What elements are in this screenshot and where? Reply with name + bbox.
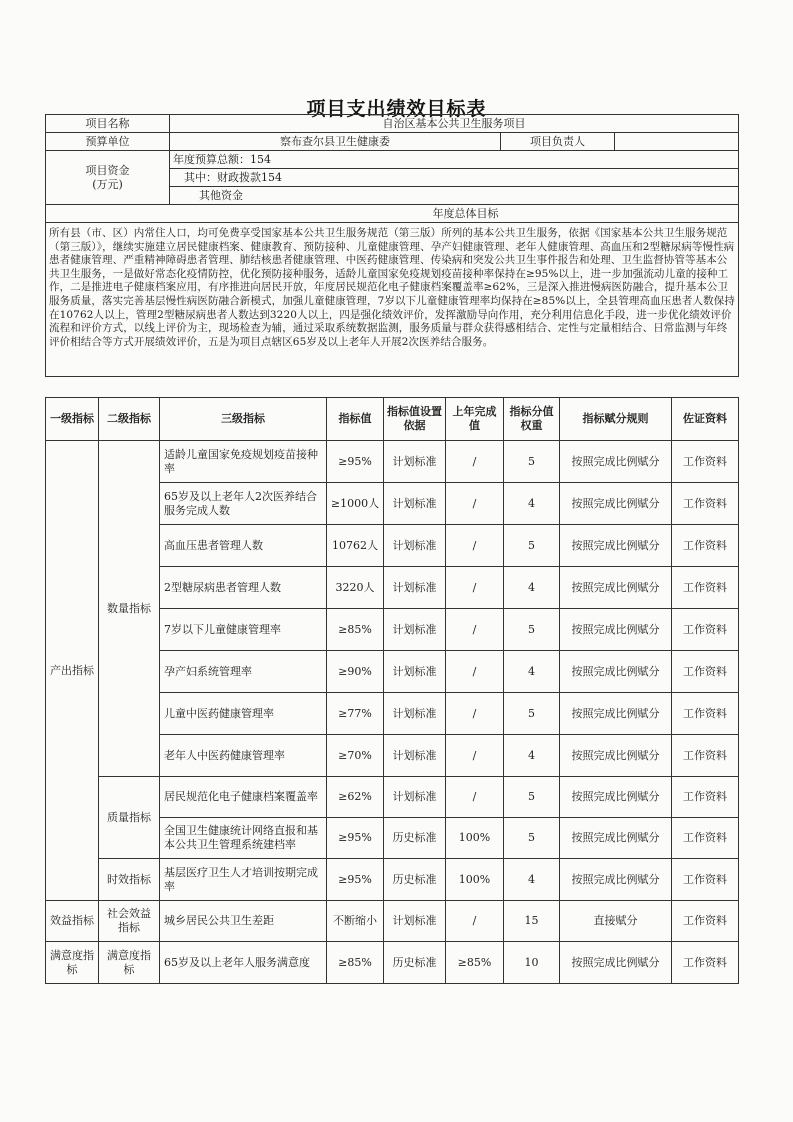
table-row bbox=[46, 441, 739, 483]
indicator-value: ≥70% bbox=[327, 735, 384, 777]
indicator-name: 老年人中医药健康管理率 bbox=[160, 735, 327, 777]
indicator-last-year: / bbox=[446, 483, 504, 525]
annual-budget-total: 年度预算总额：154 bbox=[170, 151, 739, 169]
indicator-last-year: 100% bbox=[446, 818, 504, 859]
project-name-label: 项目名称 bbox=[46, 115, 170, 133]
project-name-value: 自治区基本公共卫生服务项目 bbox=[170, 115, 739, 133]
header-rule: 指标赋分规则 bbox=[560, 398, 672, 441]
indicator-last-year: ≥85% bbox=[446, 942, 504, 984]
indicator-name: 65岁及以上老年人2次医养结合服务完成人数 bbox=[160, 483, 327, 525]
header-basis: 指标值设置依据 bbox=[384, 398, 446, 441]
indicator-rule: 按照完成比例赋分 bbox=[560, 441, 672, 483]
indicator-basis: 计划标准 bbox=[384, 735, 446, 777]
indicator-evidence: 工作资料 bbox=[672, 942, 739, 984]
annual-goal-label: 年度总体目标 bbox=[46, 205, 739, 223]
indicator-name: 高血压患者管理人数 bbox=[160, 525, 327, 567]
budget-unit-value: 察布查尔县卫生健康委 bbox=[170, 133, 501, 151]
indicator-basis: 计划标准 bbox=[384, 651, 446, 693]
table-row bbox=[46, 901, 739, 942]
header-last-year: 上年完成值 bbox=[446, 398, 504, 441]
header-level1: 一级指标 bbox=[46, 398, 99, 441]
person-in-charge-label: 项目负责人 bbox=[501, 133, 615, 151]
indicator-name: 7岁以下儿童健康管理率 bbox=[160, 609, 327, 651]
indicators-header-row bbox=[46, 398, 739, 441]
indicator-evidence: 工作资料 bbox=[672, 901, 739, 942]
indicator-value: 不断缩小 bbox=[327, 901, 384, 942]
indicator-name: 全国卫生健康统计网络直报和基本公共卫生管理系统建档率 bbox=[160, 818, 327, 859]
indicator-evidence: 工作资料 bbox=[672, 483, 739, 525]
indicator-basis: 计划标准 bbox=[384, 609, 446, 651]
group-output: 产出指标 bbox=[46, 441, 99, 901]
indicator-evidence: 工作资料 bbox=[672, 651, 739, 693]
indicator-name: 基层医疗卫生人才培训按期完成率 bbox=[160, 859, 327, 901]
group-quantity: 数量指标 bbox=[99, 441, 160, 777]
project-funds-label bbox=[46, 151, 170, 205]
indicator-rule: 按照完成比例赋分 bbox=[560, 735, 672, 777]
header-level3: 三级指标 bbox=[160, 398, 327, 441]
indicator-evidence: 工作资料 bbox=[672, 777, 739, 818]
header-evidence: 佐证资料 bbox=[672, 398, 739, 441]
group-benefit: 效益指标 bbox=[46, 901, 99, 942]
indicator-value: ≥1000人 bbox=[327, 483, 384, 525]
group-timeliness: 时效指标 bbox=[99, 859, 160, 901]
page-title: 项目支出绩效目标表 bbox=[306, 98, 487, 120]
indicator-basis: 计划标准 bbox=[384, 901, 446, 942]
indicator-evidence: 工作资料 bbox=[672, 818, 739, 859]
indicator-weight: 4 bbox=[504, 567, 560, 609]
group-social-benefit: 社会效益指标 bbox=[99, 901, 160, 942]
indicator-basis: 计划标准 bbox=[384, 567, 446, 609]
indicator-last-year: / bbox=[446, 901, 504, 942]
indicator-value: ≥85% bbox=[327, 609, 384, 651]
indicator-rule: 按照完成比例赋分 bbox=[560, 609, 672, 651]
indicator-name: 孕产妇系统管理率 bbox=[160, 651, 327, 693]
indicator-rule: 按照完成比例赋分 bbox=[560, 777, 672, 818]
indicator-last-year: / bbox=[446, 693, 504, 735]
indicator-rule: 按照完成比例赋分 bbox=[560, 483, 672, 525]
indicator-weight: 5 bbox=[504, 818, 560, 859]
indicator-value: ≥95% bbox=[327, 441, 384, 483]
group-satisfaction: 满意度指标 bbox=[46, 942, 99, 984]
indicator-last-year: 100% bbox=[446, 859, 504, 901]
indicator-weight: 5 bbox=[504, 777, 560, 818]
budget-unit-label: 预算单位 bbox=[46, 133, 170, 151]
annual-goal-text: 所有县（市、区）内常住人口，均可免费享受国家基本公共卫生服务规范（第三版）所列的基本公共卫生服务，依据《国家基本公共卫生服务规范（第三版）》，继续实施建立居民健康档案、健康教育、预防接种、儿童健康管理、孕产妇健康管理、老年人健康管理、高血压和2型糖尿病等慢性病患者健康管理、严重精神障碍患者管理、肺结核患者健康管理、中医药健康管理、传染病和突发公共卫生事件报告和处理、卫生监督协管等基本公共卫生服务，一是做好常态化疫情防控，优化预防接种服务，适龄儿童国家免疫规划疫苗接种率保持在≥95%以上，进一步加强流动儿童的接种工作，二是推进电子健康档案应用，有序推进向居民开放，年度居民规范化电子健康档案覆盖率≥62%，三是深入推进慢病医防融合，提升基本公卫服务质量，落实完善基层慢性病医防融合新模式，加强儿童健康管理，7岁以下儿童健康管理率均保持在≥85%以上，全县管理高血压患者人数保持在10762人以上，管理2型糖尿病患者人数达到3220人以上，四是强化绩效评价，发挥激励导向作用，充分利用信息化手段，进一步优化绩效评价流程和评价方式，以线上评价为主，现场检查为辅，通过采取系统数据监测，服务质量与群众获得感相结合、定性与定量相结合、日常监测与年终评价相结合等方式开展绩效评价，五是为项目点辖区65岁及以上老年人开展2次医养结合服务。 bbox=[46, 223, 739, 377]
indicator-basis: 计划标准 bbox=[384, 525, 446, 567]
indicator-value: ≥95% bbox=[327, 818, 384, 859]
header-value: 指标值 bbox=[327, 398, 384, 441]
indicator-name: 适龄儿童国家免疫规划疫苗接种率 bbox=[160, 441, 327, 483]
table-row bbox=[46, 942, 739, 984]
header-weight: 指标分值权重 bbox=[504, 398, 560, 441]
indicator-basis: 计划标准 bbox=[384, 693, 446, 735]
indicator-last-year: / bbox=[446, 777, 504, 818]
indicator-evidence: 工作资料 bbox=[672, 609, 739, 651]
indicator-rule: 直接赋分 bbox=[560, 901, 672, 942]
indicator-rule: 按照完成比例赋分 bbox=[560, 693, 672, 735]
indicator-weight: 4 bbox=[504, 859, 560, 901]
indicator-last-year: / bbox=[446, 651, 504, 693]
indicator-basis: 历史标准 bbox=[384, 818, 446, 859]
indicator-evidence: 工作资料 bbox=[672, 735, 739, 777]
indicator-last-year: / bbox=[446, 735, 504, 777]
indicator-evidence: 工作资料 bbox=[672, 441, 739, 483]
indicator-rule: 按照完成比例赋分 bbox=[560, 942, 672, 984]
group-satisfaction-sub: 满意度指标 bbox=[99, 942, 160, 984]
table-row bbox=[46, 859, 739, 901]
indicator-last-year: / bbox=[446, 567, 504, 609]
indicator-value: ≥85% bbox=[327, 942, 384, 984]
indicator-weight: 5 bbox=[504, 525, 560, 567]
indicator-weight: 15 bbox=[504, 901, 560, 942]
indicator-last-year: / bbox=[446, 609, 504, 651]
indicator-name: 65岁及以上老年人服务满意度 bbox=[160, 942, 327, 984]
person-in-charge-value bbox=[615, 133, 739, 151]
indicator-name: 居民规范化电子健康档案覆盖率 bbox=[160, 777, 327, 818]
indicator-rule: 按照完成比例赋分 bbox=[560, 818, 672, 859]
indicator-evidence: 工作资料 bbox=[672, 567, 739, 609]
indicator-value: ≥62% bbox=[327, 777, 384, 818]
indicator-basis: 历史标准 bbox=[384, 859, 446, 901]
indicator-weight: 4 bbox=[504, 483, 560, 525]
indicator-value: ≥95% bbox=[327, 859, 384, 901]
funds-label-line1: 项目资金 bbox=[85, 163, 130, 177]
other-funds: 其他资金 bbox=[170, 187, 739, 205]
indicator-evidence: 工作资料 bbox=[672, 693, 739, 735]
funds-label-line2: (万元) bbox=[92, 177, 123, 191]
indicator-name: 儿童中医药健康管理率 bbox=[160, 693, 327, 735]
indicator-value: ≥90% bbox=[327, 651, 384, 693]
indicator-last-year: / bbox=[446, 441, 504, 483]
project-info-table bbox=[45, 114, 739, 377]
indicator-evidence: 工作资料 bbox=[672, 859, 739, 901]
header-level2: 二级指标 bbox=[99, 398, 160, 441]
indicator-value: 3220人 bbox=[327, 567, 384, 609]
indicator-weight: 5 bbox=[504, 609, 560, 651]
indicator-basis: 历史标准 bbox=[384, 942, 446, 984]
indicator-name: 2型糖尿病患者管理人数 bbox=[160, 567, 327, 609]
indicator-basis: 计划标准 bbox=[384, 777, 446, 818]
indicator-weight: 5 bbox=[504, 693, 560, 735]
indicator-evidence: 工作资料 bbox=[672, 525, 739, 567]
indicator-rule: 按照完成比例赋分 bbox=[560, 567, 672, 609]
indicator-weight: 4 bbox=[504, 651, 560, 693]
indicator-weight: 10 bbox=[504, 942, 560, 984]
indicator-rule: 按照完成比例赋分 bbox=[560, 525, 672, 567]
indicator-weight: 4 bbox=[504, 735, 560, 777]
fiscal-appropriation: 其中：财政拨款154 bbox=[170, 169, 739, 187]
indicator-rule: 按照完成比例赋分 bbox=[560, 651, 672, 693]
indicator-rule: 按照完成比例赋分 bbox=[560, 859, 672, 901]
indicators-table bbox=[45, 397, 739, 984]
group-quality: 质量指标 bbox=[99, 777, 160, 859]
indicator-basis: 计划标准 bbox=[384, 483, 446, 525]
indicator-basis: 计划标准 bbox=[384, 441, 446, 483]
indicator-weight: 5 bbox=[504, 441, 560, 483]
indicator-value: 10762人 bbox=[327, 525, 384, 567]
indicator-last-year: / bbox=[446, 525, 504, 567]
indicator-name: 城乡居民公共卫生差距 bbox=[160, 901, 327, 942]
table-row bbox=[46, 777, 739, 818]
indicator-value: ≥77% bbox=[327, 693, 384, 735]
